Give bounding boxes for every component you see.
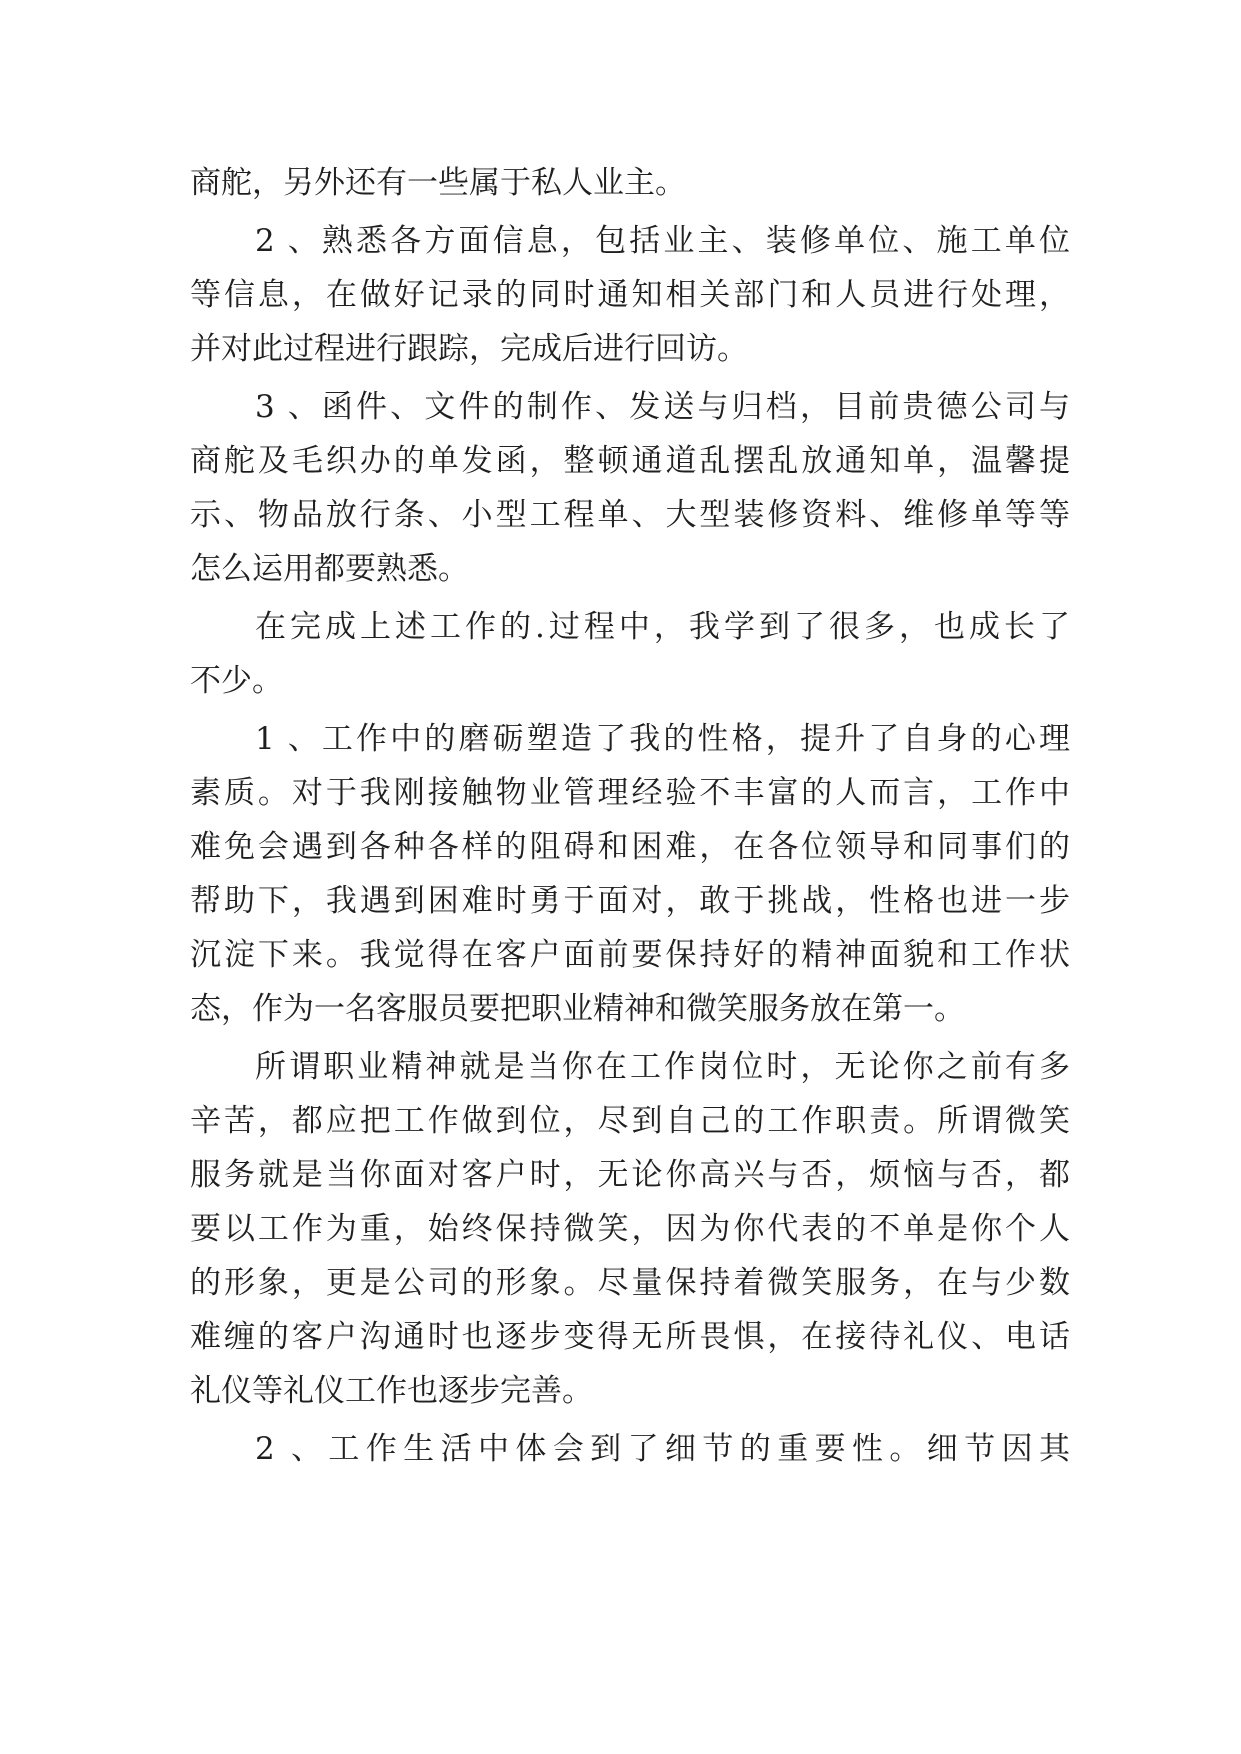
text-line: 难免会遇到各种各样的阻碍和困难，在各位领导和同事们的 xyxy=(190,829,1070,865)
text-line: 态，作为一名客服员要把职业精神和微笑服务放在第一。 xyxy=(190,991,965,1027)
text-line: 2 、熟悉各方面信息，包括业主、装修单位、施工单位 xyxy=(255,223,1070,259)
text-line: 怎么运用都要熟悉。 xyxy=(190,551,469,587)
text-line: 示、物品放行条、小型工程单、大型装修资料、维修单等等 xyxy=(190,497,1070,533)
text-line: 不少。 xyxy=(190,663,283,699)
text-line: 礼仪等礼仪工作也逐步完善。 xyxy=(190,1373,593,1409)
text-line: 服务就是当你面对客户时，无论你高兴与否，烦恼与否，都 xyxy=(190,1157,1070,1193)
text-line: 所谓职业精神就是当你在工作岗位时，无论你之前有多 xyxy=(255,1049,1070,1085)
text-line: 的形象，更是公司的形象。尽量保持着微笑服务，在与少数 xyxy=(190,1265,1070,1301)
text-line: 帮助下，我遇到困难时勇于面对，敢于挑战，性格也进一步 xyxy=(190,883,1070,919)
text-line: 并对此过程进行跟踪，完成后进行回访。 xyxy=(190,331,748,367)
text-line: 要以工作为重，始终保持微笑，因为你代表的不单是你个人 xyxy=(190,1211,1070,1247)
text-line: 辛苦，都应把工作做到位，尽到自己的工作职责。所谓微笑 xyxy=(190,1103,1070,1139)
text-line: 等信息，在做好记录的同时通知相关部门和人员进行处理， xyxy=(190,277,1070,313)
text-line: 3 、函件、文件的制作、发送与归档，目前贵德公司与 xyxy=(255,389,1070,425)
text-line: 素质。对于我刚接触物业管理经验不丰富的人而言，工作中 xyxy=(190,775,1070,811)
text-line: 2 、工作生活中体会到了细节的重要性。细节因其 xyxy=(255,1431,1070,1467)
text-line: 在完成上述工作的.过程中，我学到了很多，也成长了 xyxy=(255,609,1070,645)
text-line: 沉淀下来。我觉得在客户面前要保持好的精神面貌和工作状 xyxy=(190,937,1070,973)
text-line: 商舵及毛织办的单发函，整顿通道乱摆乱放通知单，温馨提 xyxy=(190,443,1070,479)
text-line: 难缠的客户沟通时也逐步变得无所畏惧，在接待礼仪、电话 xyxy=(190,1319,1070,1355)
text-line: 1 、工作中的磨砺塑造了我的性格，提升了自身的心理 xyxy=(255,721,1070,757)
text-line: 商舵，另外还有一些属于私人业主。 xyxy=(190,165,686,201)
